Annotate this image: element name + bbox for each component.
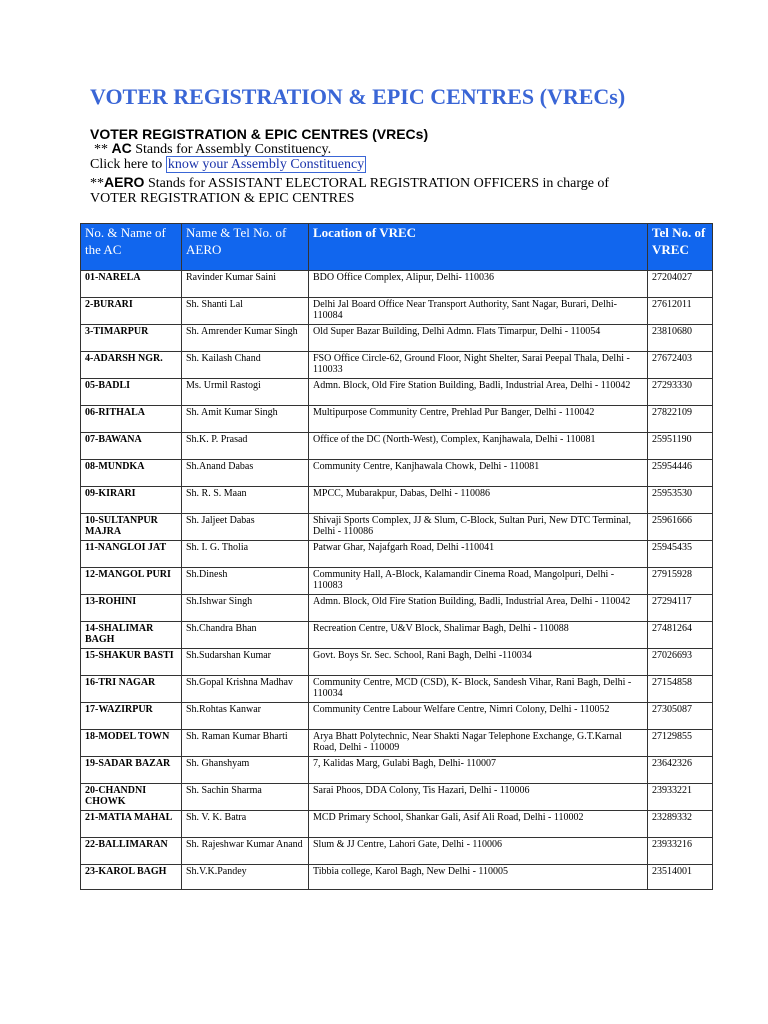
ac-cell: 16-TRI NAGAR: [81, 676, 182, 703]
table-row: [81, 325, 713, 352]
location-cell: MPCC, Mubarakpur, Dabas, Delhi - 110086: [309, 487, 648, 514]
location-cell: Slum & JJ Centre, Lahori Gate, Delhi - 110006: [309, 838, 648, 865]
tel-cell: 27154858: [648, 676, 713, 703]
location-cell: Sarai Phoos, DDA Colony, Tis Hazari, Delhi - 110006: [309, 784, 648, 811]
aero-cell: Sh. I. G. Tholia: [182, 541, 309, 568]
table-row: [81, 352, 713, 379]
tel-cell: 23514001: [648, 865, 713, 890]
tel-cell: 25953530: [648, 487, 713, 514]
location-cell: Community Hall, A-Block, Kalamandir Cinema Road, Mangolpuri, Delhi - 110083: [309, 568, 648, 595]
table-row: [81, 271, 713, 298]
ac-cell: 11-NANGLOI JAT: [81, 541, 182, 568]
tel-cell: 27305087: [648, 703, 713, 730]
header-ac: No. & Name of the AC: [81, 224, 182, 271]
aero-note-line2: VOTER REGISTRATION & EPIC CENTRES: [90, 191, 355, 206]
header-tel: Tel No. of VREC: [648, 224, 713, 271]
table-row: [81, 406, 713, 433]
location-cell: FSO Office Circle-62, Ground Floor, Night Shelter, Sarai Peepal Thala, Delhi - 110033: [309, 352, 648, 379]
aero-cell: Sh.Chandra Bhan: [182, 622, 309, 649]
ac-note-text: Stands for Assembly Constituency.: [131, 142, 332, 157]
aero-note: [90, 174, 609, 192]
ac-cell: 22-BALLIMARAN: [81, 838, 182, 865]
aero-cell: Sh.Dinesh: [182, 568, 309, 595]
table-row: [81, 379, 713, 406]
aero-note-text: Stands for ASSISTANT ELECTORAL REGISTRATION OFFICERS in charge of: [144, 176, 610, 191]
location-cell: Arya Bhatt Polytechnic, Near Shakti Nagar Telephone Exchange, G.T.Karnal Road, Delhi - 110009: [309, 730, 648, 757]
ac-cell: 3-TIMARPUR: [81, 325, 182, 352]
table-row: [81, 784, 713, 811]
tel-cell: 25945435: [648, 541, 713, 568]
tel-cell: 23289332: [648, 811, 713, 838]
location-cell: Old Super Bazar Building, Delhi Admn. Flats Timarpur, Delhi - 110054: [309, 325, 648, 352]
aero-cell: Sh.Gopal Krishna Madhav: [182, 676, 309, 703]
ac-cell: 01-NARELA: [81, 271, 182, 298]
table-row: [81, 541, 713, 568]
ac-cell: 08-MUNDKA: [81, 460, 182, 487]
location-cell: Admn. Block, Old Fire Station Building, Badli, Industrial Area, Delhi - 110042: [309, 379, 648, 406]
location-cell: Office of the DC (North-West), Complex, Kanjhawala, Delhi - 110081: [309, 433, 648, 460]
aero-cell: Sh. Amrender Kumar Singh: [182, 325, 309, 352]
tel-cell: 27129855: [648, 730, 713, 757]
table-row: [81, 433, 713, 460]
table-row: [81, 487, 713, 514]
ac-cell: 13-ROHINI: [81, 595, 182, 622]
tel-cell: 27481264: [648, 622, 713, 649]
aero-cell: Sh. Ghanshyam: [182, 757, 309, 784]
tel-cell: 23933221: [648, 784, 713, 811]
tel-cell: 23933216: [648, 838, 713, 865]
table-row: [81, 568, 713, 595]
ac-cell: 10-SULTANPUR MAJRA: [81, 514, 182, 541]
aero-cell: Sh. Raman Kumar Bharti: [182, 730, 309, 757]
tel-cell: 27293330: [648, 379, 713, 406]
ac-cell: 17-WAZIRPUR: [81, 703, 182, 730]
vrec-table: [80, 223, 713, 890]
table-row: [81, 703, 713, 730]
tel-cell: 27026693: [648, 649, 713, 676]
header-location: Location of VREC: [309, 224, 648, 271]
tel-cell: 27204027: [648, 271, 713, 298]
tel-cell: 27822109: [648, 406, 713, 433]
ac-cell: 21-MATIA MAHAL: [81, 811, 182, 838]
aero-cell: Sh. V. K. Batra: [182, 811, 309, 838]
aero-abbr: AERO: [104, 174, 145, 190]
location-cell: Community Centre, MCD (CSD), K- Block, Sandesh Vihar, Rani Bagh, Delhi - 110034: [309, 676, 648, 703]
aero-cell: Sh.Sudarshan Kumar: [182, 649, 309, 676]
tel-cell: 23810680: [648, 325, 713, 352]
table-row: [81, 730, 713, 757]
aero-cell: Sh. Sachin Sharma: [182, 784, 309, 811]
aero-cell: Sh.Anand Dabas: [182, 460, 309, 487]
aero-cell: Sh. Shanti Lal: [182, 298, 309, 325]
table-row: [81, 514, 713, 541]
aero-cell: Sh.K. P. Prasad: [182, 433, 309, 460]
table-row: [81, 298, 713, 325]
location-cell: Recreation Centre, U&V Block, Shalimar Bagh, Delhi - 110088: [309, 622, 648, 649]
ac-cell: 19-SADAR BAZAR: [81, 757, 182, 784]
location-cell: Admn. Block, Old Fire Station Building, Badli, Industrial Area, Delhi - 110042: [309, 595, 648, 622]
know-constituency-link[interactable]: know your Assembly Constituency: [167, 157, 365, 172]
location-cell: Patwar Ghar, Najafgarh Road, Delhi -110041: [309, 541, 648, 568]
tel-cell: 23642326: [648, 757, 713, 784]
aero-cell: Sh. Kailash Chand: [182, 352, 309, 379]
header-aero: Name & Tel No. of AERO: [182, 224, 309, 271]
table-header-row: [81, 224, 713, 271]
location-cell: Delhi Jal Board Office Near Transport Authority, Sant Nagar, Burari, Delhi- 110084: [309, 298, 648, 325]
table-row: [81, 622, 713, 649]
location-cell: 7, Kalidas Marg, Gulabi Bagh, Delhi- 110007: [309, 757, 648, 784]
aero-cell: Sh.Rohtas Kanwar: [182, 703, 309, 730]
location-cell: Shivaji Sports Complex, JJ & Slum, C-Block, Sultan Puri, New DTC Terminal, Delhi - 110086: [309, 514, 648, 541]
ac-cell: 15-SHAKUR BASTI: [81, 649, 182, 676]
location-cell: Community Centre Labour Welfare Centre, Nimri Colony, Delhi - 110052: [309, 703, 648, 730]
aero-cell: Sh.Ishwar Singh: [182, 595, 309, 622]
ac-abbr: AC: [111, 140, 132, 156]
ac-cell: 2-BURARI: [81, 298, 182, 325]
location-cell: Govt. Boys Sr. Sec. School, Rani Bagh, Delhi -110034: [309, 649, 648, 676]
table-row: [81, 460, 713, 487]
link-note-prefix: Click here to: [90, 157, 166, 172]
table-row: [81, 757, 713, 784]
aero-cell: Sh. Amit Kumar Singh: [182, 406, 309, 433]
location-cell: BDO Office Complex, Alipur, Delhi- 110036: [309, 271, 648, 298]
table-row: [81, 865, 713, 890]
location-cell: Community Centre, Kanjhawala Chowk, Delhi - 110081: [309, 460, 648, 487]
aero-cell: Ravinder Kumar Saini: [182, 271, 309, 298]
tel-cell: 27672403: [648, 352, 713, 379]
page-title: VOTER REGISTRATION & EPIC CENTRES (VRECs): [90, 84, 626, 109]
ac-cell: 06-RITHALA: [81, 406, 182, 433]
aero-cell: Sh. Rajeshwar Kumar Anand: [182, 838, 309, 865]
table-row: [81, 595, 713, 622]
ac-cell: 05-BADLI: [81, 379, 182, 406]
location-cell: Multipurpose Community Centre, Prehlad Pur Banger, Delhi - 110042: [309, 406, 648, 433]
tel-cell: 25951190: [648, 433, 713, 460]
tel-cell: 27612011: [648, 298, 713, 325]
table-row: [81, 838, 713, 865]
ac-cell: 18-MODEL TOWN: [81, 730, 182, 757]
tel-cell: 27915928: [648, 568, 713, 595]
ac-cell: 4-ADARSH NGR.: [81, 352, 182, 379]
table-row: [81, 811, 713, 838]
tel-cell: 25954446: [648, 460, 713, 487]
table-row: [81, 676, 713, 703]
tel-cell: 27294117: [648, 595, 713, 622]
ac-cell: 07-BAWANA: [81, 433, 182, 460]
location-cell: Tibbia college, Karol Bagh, New Delhi - 110005: [309, 865, 648, 890]
aero-cell: Sh. R. S. Maan: [182, 487, 309, 514]
aero-cell: Ms. Urmil Rastogi: [182, 379, 309, 406]
aero-cell: Sh.V.K.Pandey: [182, 865, 309, 890]
subtitle: VOTER REGISTRATION & EPIC CENTRES (VRECs): [90, 126, 429, 142]
link-note: [90, 157, 366, 173]
ac-cell: 09-KIRARI: [81, 487, 182, 514]
ac-cell: 14-SHALIMAR BAGH: [81, 622, 182, 649]
aero-note-prefix: **: [90, 176, 104, 191]
table-row: [81, 649, 713, 676]
tel-cell: 25961666: [648, 514, 713, 541]
ac-cell: 12-MANGOL PURI: [81, 568, 182, 595]
ac-cell: 20-CHANDNI CHOWK: [81, 784, 182, 811]
location-cell: MCD Primary School, Shankar Gali, Asif Ali Road, Delhi - 110002: [309, 811, 648, 838]
ac-cell: 23-KAROL BAGH: [81, 865, 182, 890]
aero-cell: Sh. Jaljeet Dabas: [182, 514, 309, 541]
ac-note-prefix: **: [94, 142, 112, 157]
